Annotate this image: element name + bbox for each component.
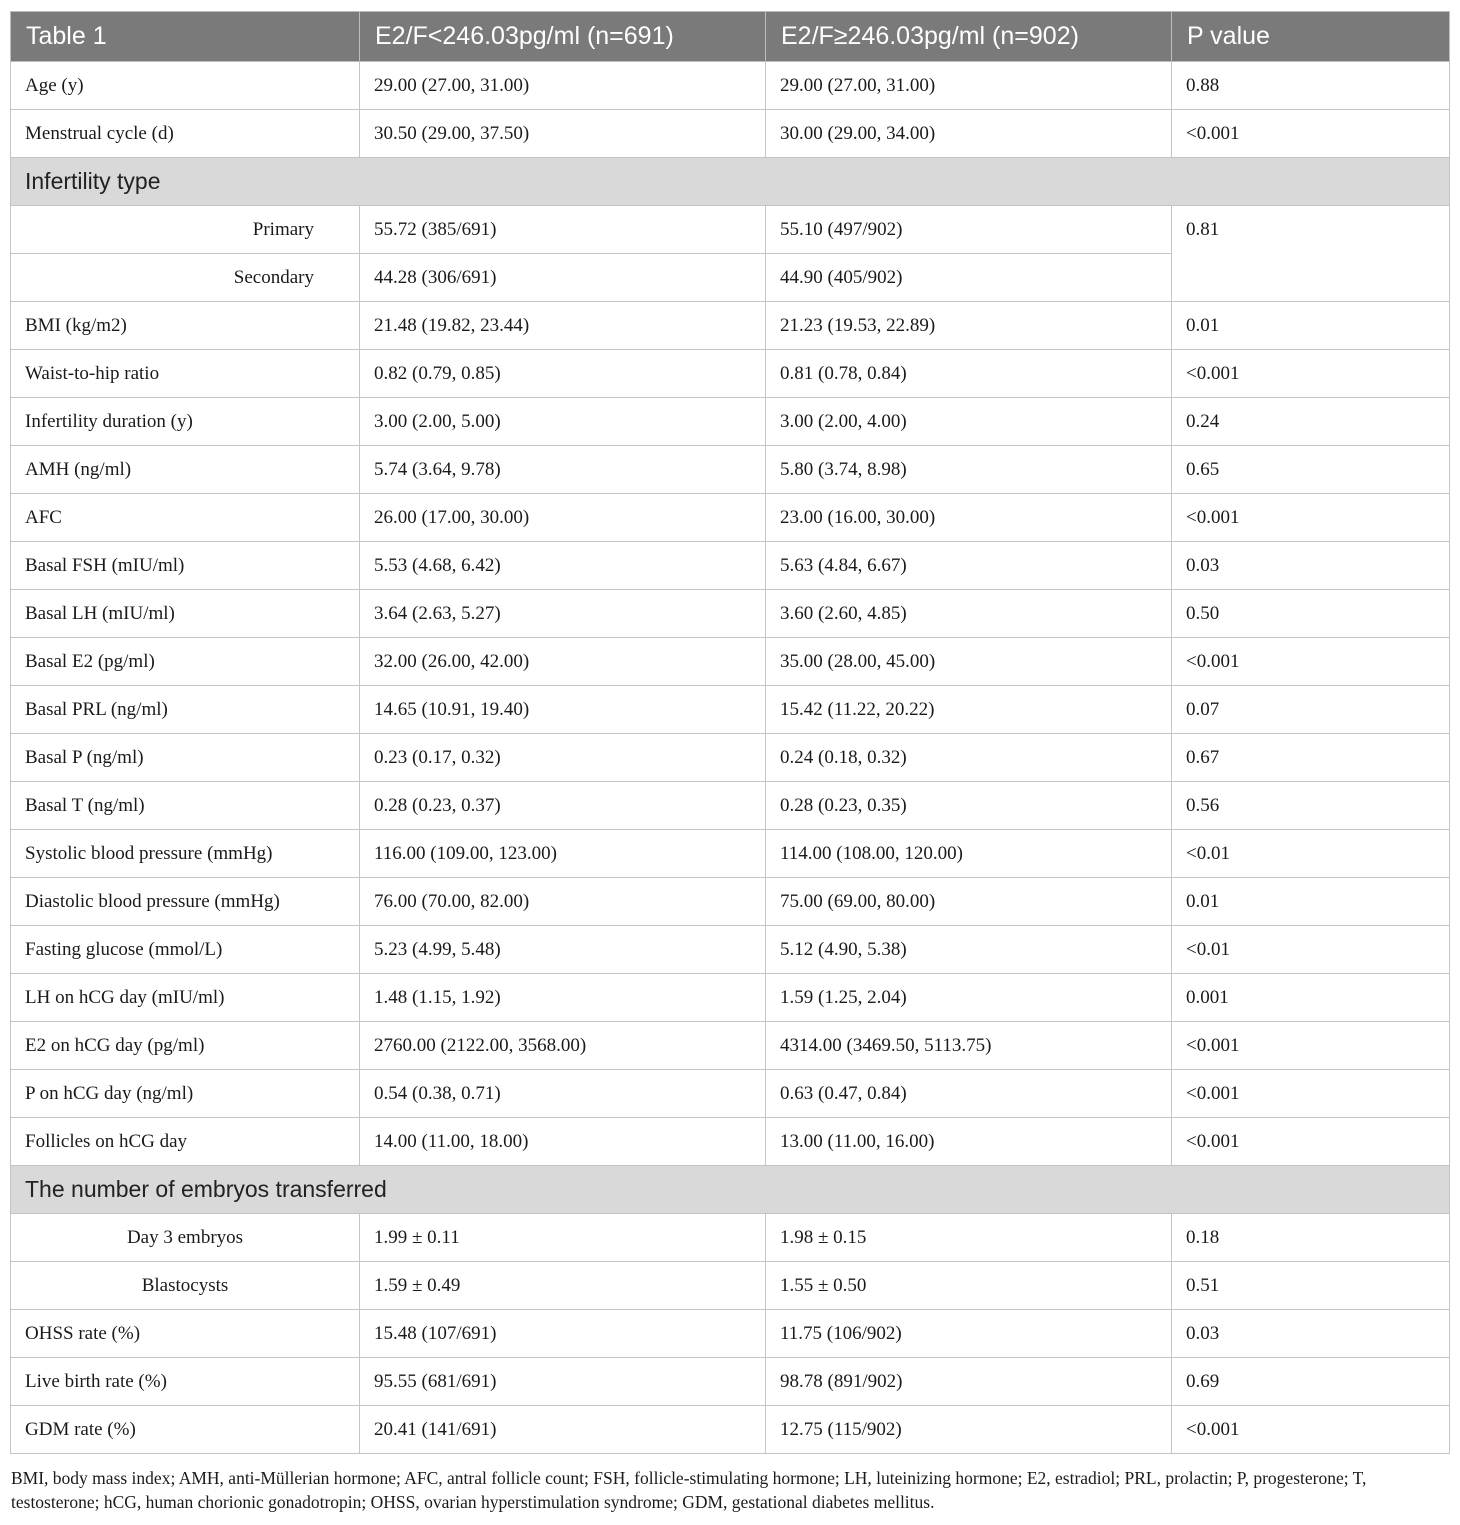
section-row: [11, 1166, 1450, 1214]
table-row: [11, 206, 1450, 254]
header-p-value: P value: [1172, 12, 1450, 62]
cell-high: 98.78 (891/902): [766, 1358, 1172, 1406]
cell-low: 5.23 (4.99, 5.48): [360, 926, 766, 974]
table-row: [11, 830, 1450, 878]
row-label: BMI (kg/m2): [11, 302, 360, 350]
cell-low: 20.41 (141/691): [360, 1406, 766, 1454]
cell-low: 14.65 (10.91, 19.40): [360, 686, 766, 734]
row-label: Diastolic blood pressure (mmHg): [11, 878, 360, 926]
header-table-label: Table 1: [11, 12, 360, 62]
cell-p: 0.24: [1172, 398, 1450, 446]
cell-high: 0.81 (0.78, 0.84): [766, 350, 1172, 398]
cell-p: 0.69: [1172, 1358, 1450, 1406]
table-row: [11, 1118, 1450, 1166]
cell-p: 0.03: [1172, 542, 1450, 590]
cell-low: 116.00 (109.00, 123.00): [360, 830, 766, 878]
row-label: Day 3 embryos: [11, 1214, 360, 1262]
cell-low: 55.72 (385/691): [360, 206, 766, 254]
table-row: [11, 110, 1450, 158]
cell-p: 0.56: [1172, 782, 1450, 830]
cell-high: 1.98 ± 0.15: [766, 1214, 1172, 1262]
row-label: Follicles on hCG day: [11, 1118, 360, 1166]
row-label: Basal FSH (mIU/ml): [11, 542, 360, 590]
cell-high: 30.00 (29.00, 34.00): [766, 110, 1172, 158]
cell-high: 3.00 (2.00, 4.00): [766, 398, 1172, 446]
row-label: Basal PRL (ng/ml): [11, 686, 360, 734]
cell-low: 30.50 (29.00, 37.50): [360, 110, 766, 158]
cell-high: 114.00 (108.00, 120.00): [766, 830, 1172, 878]
cell-low: 95.55 (681/691): [360, 1358, 766, 1406]
table-row: [11, 494, 1450, 542]
cell-low: 3.00 (2.00, 5.00): [360, 398, 766, 446]
table-row: [11, 926, 1450, 974]
section-embryos-transferred: The number of embryos transferred: [11, 1166, 1450, 1214]
cell-p: <0.001: [1172, 1070, 1450, 1118]
row-label: AMH (ng/ml): [11, 446, 360, 494]
table-row: [11, 782, 1450, 830]
row-label: E2 on hCG day (pg/ml): [11, 1022, 360, 1070]
cell-low: 76.00 (70.00, 82.00): [360, 878, 766, 926]
table-row: [11, 1262, 1450, 1310]
section-row: [11, 158, 1450, 206]
cell-p: 0.03: [1172, 1310, 1450, 1358]
cell-high: 3.60 (2.60, 4.85): [766, 590, 1172, 638]
cell-high: 0.24 (0.18, 0.32): [766, 734, 1172, 782]
cell-low: 1.99 ± 0.11: [360, 1214, 766, 1262]
cell-low: 5.74 (3.64, 9.78): [360, 446, 766, 494]
cell-high: 75.00 (69.00, 80.00): [766, 878, 1172, 926]
row-label: Waist-to-hip ratio: [11, 350, 360, 398]
table-row: [11, 1310, 1450, 1358]
table-row: [11, 1406, 1450, 1454]
header-group-low: E2/F<246.03pg/ml (n=691): [360, 12, 766, 62]
table-row: [11, 350, 1450, 398]
table-footnote: BMI, body mass index; AMH, anti-Müllerian hormone; AFC, antral follicle count; FSH, follicle-stimulating hormone; LH, luteinizing hormone; E2, estradiol; PRL, prolactin; P, progesterone; T, testosterone; hCG, human chorionic gonadotropin; OHSS, ovarian hyperstimulation syndrome; GDM, gestational diabetes mellitus.: [11, 1468, 1367, 1512]
cell-p: <0.001: [1172, 494, 1450, 542]
cell-p: 0.65: [1172, 446, 1450, 494]
cell-p: <0.01: [1172, 926, 1450, 974]
table-row: [11, 398, 1450, 446]
cell-high: 0.63 (0.47, 0.84): [766, 1070, 1172, 1118]
cell-high: 44.90 (405/902): [766, 254, 1172, 302]
row-label: Basal LH (mIU/ml): [11, 590, 360, 638]
cell-high: 4314.00 (3469.50, 5113.75): [766, 1022, 1172, 1070]
table-row: [11, 590, 1450, 638]
cell-p: <0.001: [1172, 110, 1450, 158]
cell-low: 3.64 (2.63, 5.27): [360, 590, 766, 638]
row-label: Systolic blood pressure (mmHg): [11, 830, 360, 878]
table-row: [11, 686, 1450, 734]
cell-low: 0.82 (0.79, 0.85): [360, 350, 766, 398]
cell-high: 55.10 (497/902): [766, 206, 1172, 254]
cell-p: <0.01: [1172, 830, 1450, 878]
cell-low: 15.48 (107/691): [360, 1310, 766, 1358]
cell-p: 0.50: [1172, 590, 1450, 638]
row-label: Menstrual cycle (d): [11, 110, 360, 158]
row-label: Basal E2 (pg/ml): [11, 638, 360, 686]
cell-low: 1.48 (1.15, 1.92): [360, 974, 766, 1022]
row-label: Basal P (ng/ml): [11, 734, 360, 782]
cell-p: <0.001: [1172, 1118, 1450, 1166]
row-label: Live birth rate (%): [11, 1358, 360, 1406]
cell-low: 0.23 (0.17, 0.32): [360, 734, 766, 782]
table-row: [11, 974, 1450, 1022]
table-row: [11, 1022, 1450, 1070]
cell-high: 1.55 ± 0.50: [766, 1262, 1172, 1310]
row-label: Secondary: [11, 254, 360, 302]
row-label: Primary: [11, 206, 360, 254]
cell-low: 26.00 (17.00, 30.00): [360, 494, 766, 542]
header-row: [11, 12, 1450, 62]
cell-p: <0.001: [1172, 350, 1450, 398]
cell-high: 1.59 (1.25, 2.04): [766, 974, 1172, 1022]
header-group-high: E2/F≥246.03pg/ml (n=902): [766, 12, 1172, 62]
cell-high: 15.42 (11.22, 20.22): [766, 686, 1172, 734]
cell-p: 0.81: [1172, 206, 1450, 302]
cell-low: 29.00 (27.00, 31.00): [360, 62, 766, 110]
row-label: Fasting glucose (mmol/L): [11, 926, 360, 974]
cell-high: 13.00 (11.00, 16.00): [766, 1118, 1172, 1166]
table-row: [11, 62, 1450, 110]
cell-low: 0.54 (0.38, 0.71): [360, 1070, 766, 1118]
cell-p: 0.07: [1172, 686, 1450, 734]
cell-low: 14.00 (11.00, 18.00): [360, 1118, 766, 1166]
row-label: Basal T (ng/ml): [11, 782, 360, 830]
cell-high: 5.80 (3.74, 8.98): [766, 446, 1172, 494]
cell-p: 0.51: [1172, 1262, 1450, 1310]
table-row: [11, 1070, 1450, 1118]
cell-low: 44.28 (306/691): [360, 254, 766, 302]
cell-high: 5.12 (4.90, 5.38): [766, 926, 1172, 974]
cell-low: 32.00 (26.00, 42.00): [360, 638, 766, 686]
cell-p: 0.67: [1172, 734, 1450, 782]
cell-high: 12.75 (115/902): [766, 1406, 1172, 1454]
row-label: OHSS rate (%): [11, 1310, 360, 1358]
cell-p: 0.01: [1172, 878, 1450, 926]
cell-p: <0.001: [1172, 1022, 1450, 1070]
cell-low: 5.53 (4.68, 6.42): [360, 542, 766, 590]
cell-p: 0.18: [1172, 1214, 1450, 1262]
cell-low: 0.28 (0.23, 0.37): [360, 782, 766, 830]
cell-high: 5.63 (4.84, 6.67): [766, 542, 1172, 590]
cell-low: 1.59 ± 0.49: [360, 1262, 766, 1310]
cell-p: <0.001: [1172, 1406, 1450, 1454]
section-infertility-type: Infertility type: [11, 158, 1450, 206]
cell-p: 0.001: [1172, 974, 1450, 1022]
cell-high: 23.00 (16.00, 30.00): [766, 494, 1172, 542]
table-row: [11, 1358, 1450, 1406]
cell-high: 29.00 (27.00, 31.00): [766, 62, 1172, 110]
row-label: GDM rate (%): [11, 1406, 360, 1454]
table-row: [11, 302, 1450, 350]
row-label: Age (y): [11, 62, 360, 110]
cell-high: 11.75 (106/902): [766, 1310, 1172, 1358]
data-table: [10, 11, 1450, 1454]
cell-low: 2760.00 (2122.00, 3568.00): [360, 1022, 766, 1070]
cell-high: 0.28 (0.23, 0.35): [766, 782, 1172, 830]
table-row: [11, 1214, 1450, 1262]
cell-high: 21.23 (19.53, 22.89): [766, 302, 1172, 350]
table-row: [11, 446, 1450, 494]
row-label: Blastocysts: [11, 1262, 360, 1310]
table-row: [11, 734, 1450, 782]
cell-low: 21.48 (19.82, 23.44): [360, 302, 766, 350]
row-label: Infertility duration (y): [11, 398, 360, 446]
table-row: [11, 638, 1450, 686]
table-row: [11, 542, 1450, 590]
cell-p: <0.001: [1172, 638, 1450, 686]
row-label: P on hCG day (ng/ml): [11, 1070, 360, 1118]
table-row: [11, 878, 1450, 926]
row-label: AFC: [11, 494, 360, 542]
row-label: LH on hCG day (mIU/ml): [11, 974, 360, 1022]
cell-p: 0.01: [1172, 302, 1450, 350]
cell-high: 35.00 (28.00, 45.00): [766, 638, 1172, 686]
cell-p: 0.88: [1172, 62, 1450, 110]
